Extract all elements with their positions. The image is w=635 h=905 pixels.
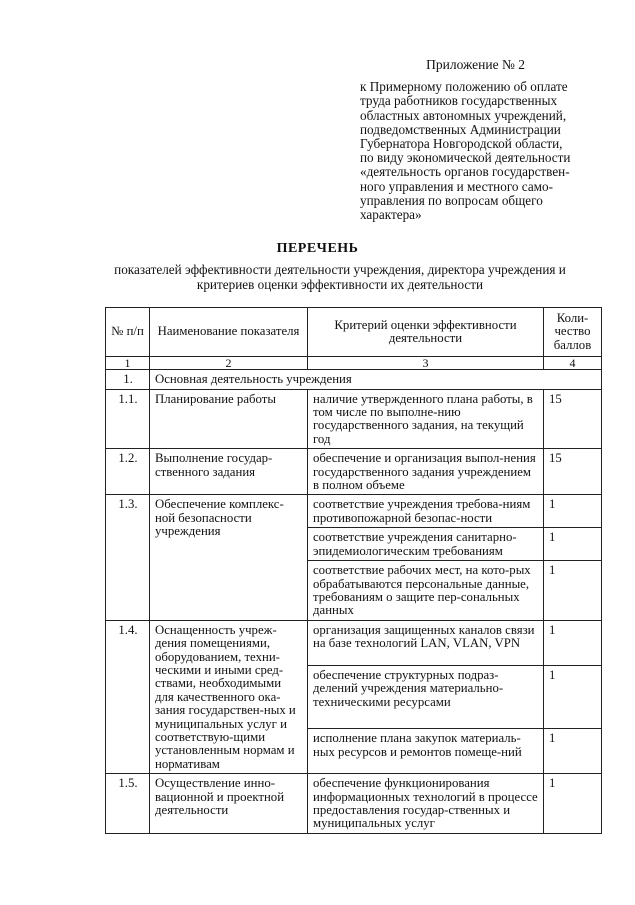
score-value: 15 <box>544 449 602 495</box>
section-num: 1. <box>106 370 150 389</box>
criterion-text: организация защищенных каналов связи на базе технологий LAN, VLAN, VPN <box>308 620 544 665</box>
score-value: 1 <box>544 729 602 774</box>
criterion-text: соответствие учреждения требова-ниям противопожарной безопас-ности <box>308 495 544 528</box>
header-name: Наименование показателя <box>150 308 308 357</box>
row-number: 1.3. <box>106 495 150 620</box>
appendix-heading: Приложение № 2 <box>426 57 525 72</box>
column-numbers-row <box>106 357 602 370</box>
section-title: Основная деятельность учреждения <box>150 370 602 389</box>
column-number: 3 <box>308 357 544 370</box>
indicator-name: Обеспечение комплекс-ной безопасности учреждения <box>150 495 308 620</box>
table-row <box>106 774 602 834</box>
appendix-lines <box>360 80 600 222</box>
column-number: 2 <box>150 357 308 370</box>
header-criteria: Критерий оценки эффективности деятельности <box>308 308 544 357</box>
appendix-line: областных автономных учреждений, <box>360 107 567 123</box>
score-value: 1 <box>544 620 602 665</box>
header-num: № п/п <box>106 308 150 357</box>
criterion-text: обеспечение структурных подраз-делений учреждения материально-техническими ресурсами <box>308 665 544 728</box>
table-row <box>106 449 602 495</box>
score-value: 1 <box>544 495 602 528</box>
row-number: 1.2. <box>106 449 150 495</box>
document-title: ПЕРЕЧЕНЬ <box>276 241 359 256</box>
row-number: 1.1. <box>106 389 150 449</box>
table-row <box>106 620 602 665</box>
appendix-line: «деятельность органов государствен- <box>360 164 570 180</box>
score-value: 1 <box>544 665 602 728</box>
appendix-line: по виду экономической деятельности <box>360 150 571 166</box>
table-row <box>106 495 602 528</box>
criterion-text: соответствие рабочих мест, на кото-рых обрабатываются персональные данные, требованиям о защите пер-сональных данных <box>308 561 544 621</box>
indicator-name: Оснащенность учреж-дения помещениями, оборудованием, техни-ческими и иными сред-ствами, необходимыми для качественного ока-зания государствен-ных и муниципальных услуг и соответствую-щими установленным нормам и нормативам <box>150 620 308 773</box>
indicator-name: Осуществление инно-вационной и проектной деятельности <box>150 774 308 834</box>
appendix-line: управления по вопросам общего <box>360 192 543 208</box>
appendix-line: Губернатора Новгородской области, <box>360 136 563 152</box>
appendix-block <box>360 58 600 222</box>
score-value: 1 <box>544 528 602 561</box>
criterion-text: наличие утвержденного плана работы, в том числе по выполне-нию государственного задания, на текущий год <box>308 389 544 449</box>
criterion-text: обеспечение функционирования информационных технологий в процессе предоставления государ-ственных и муниципальных услуг <box>308 774 544 834</box>
column-number: 1 <box>106 357 150 370</box>
score-value: 1 <box>544 774 602 834</box>
header-score: Коли-чество баллов <box>544 308 602 357</box>
section-row <box>106 370 602 389</box>
appendix-line: подведомственных Администрации <box>360 121 561 137</box>
table-row <box>106 389 602 449</box>
row-number: 1.5. <box>106 774 150 834</box>
indicators-table <box>105 307 602 834</box>
score-value: 15 <box>544 389 602 449</box>
document-subtitle: показателей эффективности деятельности учреждения, директора учреждения и критериев оценки эффективности их деятельности <box>114 262 566 292</box>
appendix-line: труда работников государственных <box>360 93 558 109</box>
appendix-line: к Примерному положению об оплате <box>360 79 568 95</box>
row-number: 1.4. <box>106 620 150 773</box>
score-value: 1 <box>544 561 602 621</box>
table-header-row <box>106 308 602 357</box>
criterion-text: обеспечение и организация выпол-нения государственного задания учреждением в полном объеме <box>308 449 544 495</box>
indicator-name: Выполнение государ-ственного задания <box>150 449 308 495</box>
appendix-line: ного управления и местного само- <box>360 178 554 194</box>
appendix-line: характера» <box>360 207 422 223</box>
criterion-text: исполнение плана закупок материаль-ных ресурсов и ремонтов помеще-ний <box>308 729 544 774</box>
criterion-text: соответствие учреждения санитарно-эпидемиологическим требованиям <box>308 528 544 561</box>
indicator-name: Планирование работы <box>150 389 308 449</box>
column-number: 4 <box>544 357 602 370</box>
